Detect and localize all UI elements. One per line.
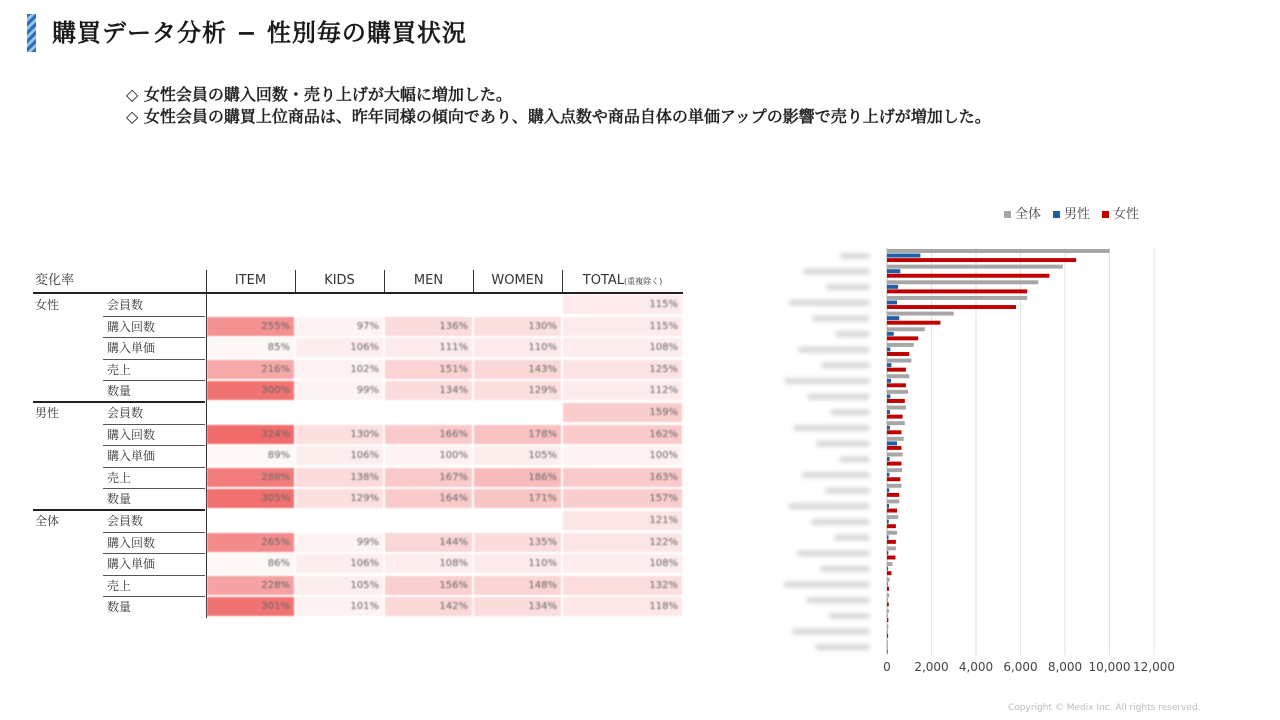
bar: [887, 305, 1016, 309]
table-cell: 255%: [207, 317, 294, 336]
table-cell: 100%: [563, 446, 682, 465]
bar: [887, 343, 914, 347]
legend-item: [1053, 207, 1090, 222]
row-rule: [103, 596, 205, 597]
bar: [887, 645, 888, 649]
category-label-blurred: [816, 441, 870, 447]
bar: [887, 312, 954, 316]
bar: [887, 593, 889, 597]
category-label-blurred: [835, 331, 870, 337]
row-label: 購入回数: [107, 319, 156, 334]
row-label: 購入単価: [107, 557, 156, 572]
table-cell: 118%: [563, 597, 682, 616]
bar: [887, 426, 890, 430]
bar: [887, 649, 888, 653]
bar: [887, 258, 1076, 262]
x-tick-label: 6,000: [1003, 660, 1038, 674]
table-cell: 288%: [207, 468, 294, 487]
table-cell: 164%: [385, 489, 472, 508]
table-cell: 130%: [474, 317, 561, 336]
copyright: Copyright © Medix Inc. All rights reserved.: [1008, 703, 1201, 713]
row-label: 購入回数: [107, 427, 156, 442]
bar: [887, 296, 1027, 300]
table-cell: 112%: [563, 381, 682, 400]
row-label: 購入回数: [107, 535, 156, 550]
group-rule: [33, 401, 205, 403]
column-header: ITEM: [234, 273, 267, 288]
table-cell: 156%: [385, 576, 472, 595]
table-cell: 85%: [207, 338, 294, 357]
table-cell: 305%: [207, 489, 294, 508]
x-tick-label: 12,000: [1133, 660, 1175, 674]
category-label-blurred: [803, 268, 870, 274]
bar: [887, 289, 1027, 293]
bar: [887, 634, 888, 638]
table-cell: 138%: [296, 468, 383, 487]
row-label: 会員数: [107, 298, 144, 312]
table-cell: 101%: [296, 597, 383, 616]
table-cell: 110%: [474, 554, 561, 573]
table-cell: 134%: [385, 381, 472, 400]
bar: [887, 562, 893, 566]
table-cell: 108%: [385, 554, 472, 573]
table-cell: 125%: [563, 360, 682, 379]
table-cell: 108%: [563, 338, 682, 357]
summary-bullets: [126, 84, 991, 128]
table-cell: 134%: [474, 597, 561, 616]
table-cell: 167%: [385, 468, 472, 487]
bar: [887, 280, 1038, 284]
table-cell: 228%: [207, 576, 294, 595]
bar: [887, 374, 909, 378]
column-divider: [295, 270, 296, 292]
row-rule: [103, 337, 205, 338]
bar: [887, 347, 890, 351]
bar: [887, 285, 898, 289]
total-note: (重複除く): [624, 277, 663, 286]
table-cell: 171%: [474, 489, 561, 508]
bar: [887, 457, 890, 461]
group-rule: [33, 509, 205, 511]
row-label: 売上: [107, 578, 132, 593]
bar: [887, 477, 900, 481]
category-label-blurred: [825, 488, 870, 494]
bar: [887, 567, 888, 571]
legend-item: [1004, 207, 1041, 222]
table-cell: 86%: [207, 554, 294, 573]
table-cell: 122%: [563, 533, 682, 552]
bar: [887, 499, 899, 503]
bar: [887, 394, 890, 398]
bar: [887, 515, 898, 519]
row-label: 会員数: [107, 406, 144, 420]
bar: [887, 640, 888, 644]
table-cell: 106%: [296, 446, 383, 465]
bullet-2: ◇ 女性会員の購買上位商品は、昨年同様の傾向であり、購入点数や商品自体の単価アップの影響で売り上げが増加した。: [126, 107, 991, 126]
table-cell: 130%: [296, 425, 383, 444]
x-tick-label: 0: [883, 660, 891, 674]
table-cell: 265%: [207, 533, 294, 552]
table-cell: 132%: [563, 576, 682, 595]
row-label: 購入単価: [107, 341, 156, 356]
table-cell: 115%: [563, 317, 682, 336]
category-label-blurred: [821, 362, 870, 368]
row-rule: [103, 532, 205, 533]
bar: [887, 587, 889, 591]
row-rule: [103, 467, 205, 468]
table-cell: 106%: [296, 554, 383, 573]
x-tick-label: 4,000: [958, 660, 994, 674]
x-tick-label: 8,000: [1047, 660, 1083, 674]
bar: [887, 578, 890, 582]
row-rule: [103, 316, 205, 317]
table-cell: 129%: [474, 381, 561, 400]
group-label: 全体: [35, 514, 60, 528]
column-header: WOMEN: [491, 273, 544, 288]
table-cell: 99%: [296, 381, 383, 400]
bar: [887, 473, 889, 477]
row-label: 購入単価: [107, 449, 156, 464]
bar: [887, 390, 908, 394]
row-label: 数量: [107, 384, 132, 399]
category-label-blurred: [839, 456, 870, 462]
row-label: 数量: [107, 492, 132, 507]
table-cell: 105%: [474, 446, 561, 465]
bar: [887, 625, 888, 629]
bar: [887, 524, 896, 528]
legend-label: 全体: [1015, 207, 1042, 222]
category-label-blurred: [826, 284, 870, 290]
column-header: MEN: [413, 273, 444, 288]
bar: [887, 509, 897, 513]
legend-item: [1102, 207, 1139, 222]
category-label-blurred: [840, 253, 870, 259]
bar: [887, 488, 889, 492]
group-label: 女性: [35, 298, 60, 312]
table-cell: 135%: [474, 533, 561, 552]
category-label-blurred: [806, 597, 870, 603]
table-cell: 144%: [385, 533, 472, 552]
table-cell: 97%: [296, 317, 383, 336]
bar: [887, 379, 891, 383]
category-label-blurred: [784, 378, 870, 384]
bar: [887, 265, 1063, 269]
bar: [887, 406, 906, 410]
bar: [887, 269, 900, 273]
bar: [887, 462, 901, 466]
bar: [887, 571, 891, 575]
column-divider: [384, 270, 385, 292]
row-label: 数量: [107, 600, 132, 615]
column-header: KIDS: [324, 273, 355, 288]
bar: [887, 484, 901, 488]
bar: [887, 437, 904, 441]
table-cell: 324%: [207, 425, 294, 444]
table-cell: 100%: [385, 446, 472, 465]
category-label-blurred: [797, 550, 870, 556]
category-label-blurred: [829, 613, 870, 619]
bar: [887, 551, 888, 555]
bar: [887, 520, 889, 524]
row-rule: [103, 488, 205, 489]
bar: [887, 540, 896, 544]
table-cell: 102%: [296, 360, 383, 379]
legend-label: 女性: [1113, 207, 1140, 222]
legend-label: 男性: [1064, 207, 1091, 222]
bar: [887, 556, 895, 560]
category-label-blurred: [789, 300, 870, 306]
bar: [887, 363, 891, 367]
table-cell: 108%: [563, 554, 682, 573]
category-label-blurred: [815, 644, 870, 650]
column-header: TOTAL(重複除く): [582, 273, 663, 288]
category-label-blurred: [793, 425, 870, 431]
bar: [887, 336, 918, 340]
table-cell: 216%: [207, 360, 294, 379]
bar: [887, 468, 902, 472]
bar: [887, 453, 903, 457]
title-accent-bar: [27, 14, 36, 52]
bar: [887, 421, 905, 425]
bar: [887, 332, 894, 336]
category-label-blurred: [807, 394, 870, 400]
bar: [887, 321, 940, 325]
bar: [887, 446, 901, 450]
x-tick-label: 2,000: [914, 660, 949, 674]
category-label-blurred: [792, 629, 870, 635]
table-cell: 163%: [563, 468, 682, 487]
table-cell: 89%: [207, 446, 294, 465]
legend-swatch: [1053, 211, 1060, 218]
bar: [887, 614, 888, 618]
table-cell: 142%: [385, 597, 472, 616]
table-cell: 162%: [563, 425, 682, 444]
table-cell: 115%: [563, 295, 682, 314]
category-label-blurred: [783, 582, 870, 588]
table-cell: 121%: [563, 511, 682, 530]
category-label-blurred: [820, 566, 870, 572]
bar: [887, 602, 889, 606]
bullet-1: ◇ 女性会員の購入回数・売り上げが大幅に増加した。: [126, 85, 512, 104]
row-rule: [103, 380, 205, 381]
row-rule: [103, 359, 205, 360]
legend-swatch: [1004, 211, 1011, 218]
table-cell: 143%: [474, 360, 561, 379]
bar: [887, 535, 889, 539]
bar: [887, 598, 888, 602]
bar: [887, 546, 896, 550]
column-divider: [473, 270, 474, 292]
table-cell: 300%: [207, 381, 294, 400]
table-cell: 106%: [296, 338, 383, 357]
table-cell: 186%: [474, 468, 561, 487]
bar: [887, 254, 920, 258]
bar: [887, 493, 899, 497]
bar: [887, 415, 903, 419]
bar: [887, 609, 889, 613]
bar: [887, 383, 906, 387]
column-divider: [562, 270, 563, 292]
row-rule: [103, 445, 205, 446]
bar: [887, 531, 897, 535]
bar: [887, 430, 901, 434]
bar: [887, 582, 888, 586]
table-cell: 111%: [385, 338, 472, 357]
row-label: 会員数: [107, 514, 144, 528]
category-label-blurred: [834, 535, 870, 541]
category-label-blurred: [798, 347, 870, 353]
row-rule: [103, 575, 205, 576]
group-label: 男性: [35, 406, 60, 420]
page-title: 購買データ分析 − 性別毎の購買状況: [52, 19, 467, 47]
table-cell: 166%: [385, 425, 472, 444]
bar: [887, 618, 888, 622]
row-rule: [103, 553, 205, 554]
row-rule: [103, 424, 205, 425]
corner-label: 変化率: [35, 273, 75, 288]
row-label: 売上: [107, 362, 132, 377]
table-cell: 148%: [474, 576, 561, 595]
table-cell: 105%: [296, 576, 383, 595]
bar: [887, 504, 889, 508]
bar: [887, 327, 925, 331]
bar: [887, 368, 906, 372]
bar: [887, 629, 888, 633]
table-cell: 99%: [296, 533, 383, 552]
bar: [887, 274, 1049, 278]
category-label-blurred: [830, 409, 870, 415]
bar: [887, 399, 905, 403]
header-rule: [33, 292, 683, 294]
table-cell: 178%: [474, 425, 561, 444]
bar: [887, 249, 1110, 253]
table-cell: 129%: [296, 489, 383, 508]
table-cell: 136%: [385, 317, 472, 336]
table-cell: 110%: [474, 338, 561, 357]
table-cell: 159%: [563, 403, 682, 422]
chart-legend: [1004, 203, 1151, 222]
legend-swatch: [1102, 211, 1109, 218]
bar: [887, 316, 899, 320]
bar: [887, 359, 911, 363]
row-label: 売上: [107, 470, 132, 485]
category-label-blurred: [812, 315, 870, 321]
x-tick-label: 10,000: [1088, 660, 1131, 674]
bar: [887, 352, 909, 356]
table-cell: 151%: [385, 360, 472, 379]
category-label-blurred: [802, 472, 870, 478]
category-label-blurred: [811, 519, 870, 525]
bar: [887, 301, 897, 305]
category-label-blurred: [788, 503, 870, 509]
table-cell: 301%: [207, 597, 294, 616]
bar: [887, 410, 890, 414]
bar: [887, 441, 897, 445]
table-cell: 157%: [563, 489, 682, 508]
